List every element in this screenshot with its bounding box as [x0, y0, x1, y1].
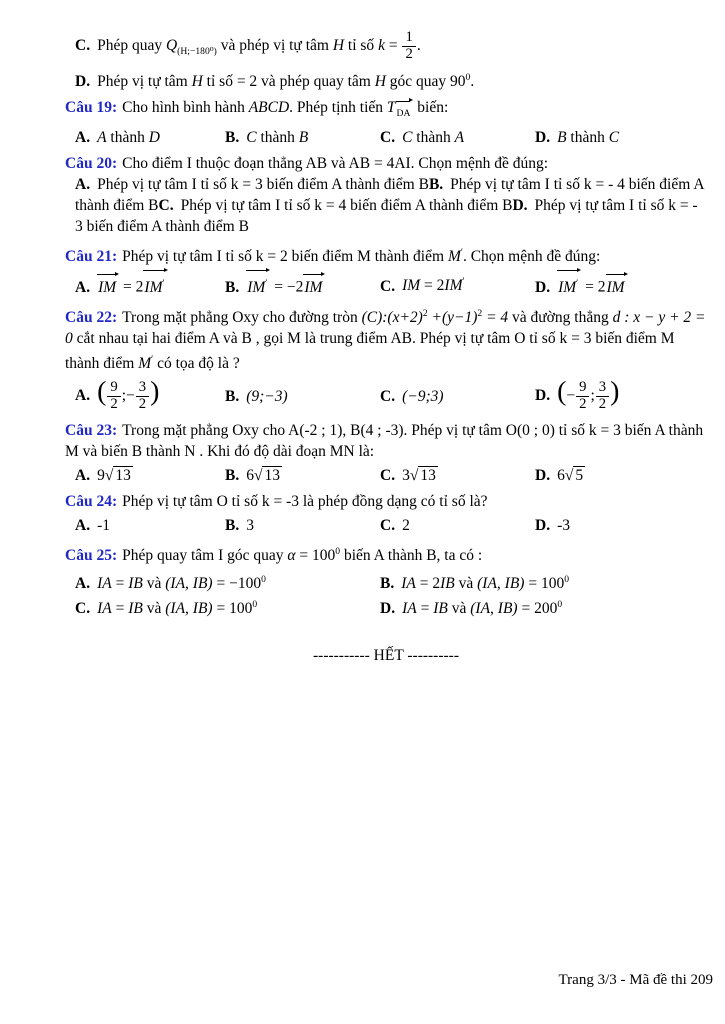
answer-a: A. Phép vị tự tâm I tỉ số k = 3 biến điểm A thành điểm B: [75, 176, 429, 194]
answer-label: C.: [158, 197, 174, 215]
answer-d: D. IA = IB và (IA, $IB) = 200^0$: [380, 599, 563, 618]
answers-cau-21: [75, 270, 707, 298]
question-cau-20: Câu 20: Cho điểm I thuộc đoạn thẳng AB và AB = 4AI. Chọn mệnh đề đúng:: [65, 155, 549, 173]
answer-label: D.: [75, 72, 91, 90]
answer-a: A. ( $\frac{9}{2}$ ;− $\frac{3}{2}$ ): [75, 376, 160, 413]
question-number: Câu 24:: [65, 492, 118, 510]
answer-label: D.: [512, 197, 528, 215]
answer-label: A.: [75, 129, 91, 147]
answer-d: D. IM′ = 2IM: [535, 270, 707, 298]
answer-label: C.: [380, 388, 396, 406]
answer-c: C. 3√ 13: [380, 466, 436, 484]
end-marker: ----------- HẾT ----------: [313, 647, 459, 665]
answer-label: B.: [225, 278, 240, 296]
answer-label: C.: [75, 36, 91, 54]
answer-b: B. (9;−3): [225, 388, 288, 406]
question-cau-24: Câu 24: Phép vị tự tâm O tỉ số k = -3 là phép đồng dạng có tỉ số là?: [65, 492, 488, 510]
answer-b: B. IM′ = −2IM: [225, 270, 380, 298]
answer-a: A. A thành D: [75, 129, 160, 147]
answer-label: B.: [225, 388, 240, 406]
answer-label: A.: [75, 466, 91, 484]
answers-cau-24: [75, 515, 707, 536]
answer-b: B. IA = 2IB và (IA, $IB) = 100^0$: [380, 574, 570, 593]
answer-d: D. -3: [535, 516, 570, 534]
answers-cau-23: [75, 465, 707, 486]
answer-label: D.: [535, 278, 551, 296]
answer-a: A. 9√ 13: [75, 466, 131, 484]
answer-label: A.: [75, 387, 91, 405]
answer-d: D. (− $\frac{9}{2}$ ; $\frac{3}{2}$ ): [535, 376, 620, 413]
answer-label: D.: [535, 387, 551, 405]
answer-a: A. IM = 2IM′: [75, 270, 225, 298]
content: [65, 28, 707, 666]
answer-label: C.: [75, 600, 91, 618]
page-footer: Trang 3/3 - Mã đề thi 209: [558, 972, 713, 988]
answer-label: A.: [75, 176, 91, 194]
answer-c: C. 2: [380, 516, 410, 534]
answer-label: B.: [225, 129, 240, 147]
answer-label: A.: [75, 278, 91, 296]
answer-label: C.: [380, 466, 396, 484]
question-cau-22: Câu 22: Trong mặt phẳng Oxy cho đường tròn $(C):(x+2)^2 +(y-1)^2 = 4$ và đường thẳng d : x − y + 2 = 0 cắt nhau tại hai điểm A và B , gọi M là trung điểm AB. Phép vị tự tâm O tỉ số k = 3 biến điểm M thành điểm M′ có tọa độ là ?: [65, 307, 706, 373]
answer-label: C.: [380, 277, 396, 295]
answer-d: D. 6√ 5: [535, 466, 584, 484]
answer-c: C. IA = IB và (IA, $IB) = 100^0$: [75, 599, 258, 618]
option-line-d: D. Phép vị tự tâm H tỉ số = 2 và phép quay tâm H góc quay $90^0$.: [75, 71, 475, 90]
answer-b: B. C thành B: [225, 129, 309, 147]
question-cau-21: Câu 21: Phép vị tự tâm I tỉ số k = 2 biến điểm M thành điểm M′. Chọn mệnh đề đúng:: [65, 247, 601, 266]
answer-label: D.: [535, 516, 551, 534]
answer-label: B.: [428, 176, 444, 194]
answer-label: D.: [535, 466, 551, 484]
answers-cau-25: [75, 569, 707, 619]
answer-b: B. Phép vị tự tâm I tỉ số k = - 4 biến điểm A thành điểm B: [75, 176, 704, 215]
question-number: Câu 20:: [65, 155, 118, 173]
question-number: Câu 21:: [65, 248, 118, 266]
question-number: Câu 25:: [65, 547, 118, 565]
answer-label: D.: [535, 129, 551, 147]
answer-label: B.: [380, 575, 395, 593]
answer-label: A.: [75, 516, 91, 534]
option-line-c: C. Phép quay $Q_{(H;-180^0)}$ và phép vị tự tâm H tỉ số k = $\frac{1}{2}$ .: [75, 29, 421, 62]
answer-label: D.: [380, 600, 396, 618]
answer-a: A. -1: [75, 516, 110, 534]
answer-c: C. C thành A: [380, 129, 465, 147]
answer-b: B. 6√ 13: [225, 466, 280, 484]
answer-label: B.: [225, 516, 240, 534]
answers-cau-19: [75, 127, 707, 148]
question-cau-19: Câu 19: Cho hình bình hành ABCD. Phép tịnh tiến $T_{DA}$ biến:: [65, 97, 707, 124]
answer-label: C.: [380, 129, 396, 147]
answer-label: C.: [380, 516, 396, 534]
answer-c: C. (−9;3): [380, 388, 444, 406]
question-cau-23: Câu 23: Trong mặt phẳng Oxy cho A(-2 ; 1), B(4 ; -3). Phép vị tự tâm O(0 ; 0) tỉ số k = 3 biến A thành M và biến B thành N . Khi đó độ dài đoạn MN là:: [65, 421, 704, 460]
answer-a: A. IA = IB và (IA, $IB) = -100^0$: [75, 574, 266, 593]
answer-c: C. IM = 2IM′: [380, 276, 465, 295]
answer-b: B. 3: [225, 516, 254, 534]
answer-label: A.: [75, 575, 91, 593]
question-number: Câu 19:: [65, 98, 118, 116]
answer-label: B.: [225, 466, 240, 484]
answer-c: C. Phép vị tự tâm I tỉ số k = 4 biến điểm A thành điểm B: [158, 197, 513, 215]
answers-cau-22: [75, 376, 707, 413]
answer-d: D. Phép vị tự tâm I tỉ số k = - 3 biến điểm A thành điểm B: [75, 197, 698, 236]
question-cau-25: Câu 25: Phép quay tâm I góc quay $\alpha = 100^0$ biến A thành B, ta có :: [65, 545, 483, 565]
answer-d: D. B thành C: [535, 129, 620, 147]
question-number: Câu 23:: [65, 421, 118, 439]
answers-cau-20: [75, 174, 707, 237]
question-number: Câu 22:: [65, 309, 118, 326]
